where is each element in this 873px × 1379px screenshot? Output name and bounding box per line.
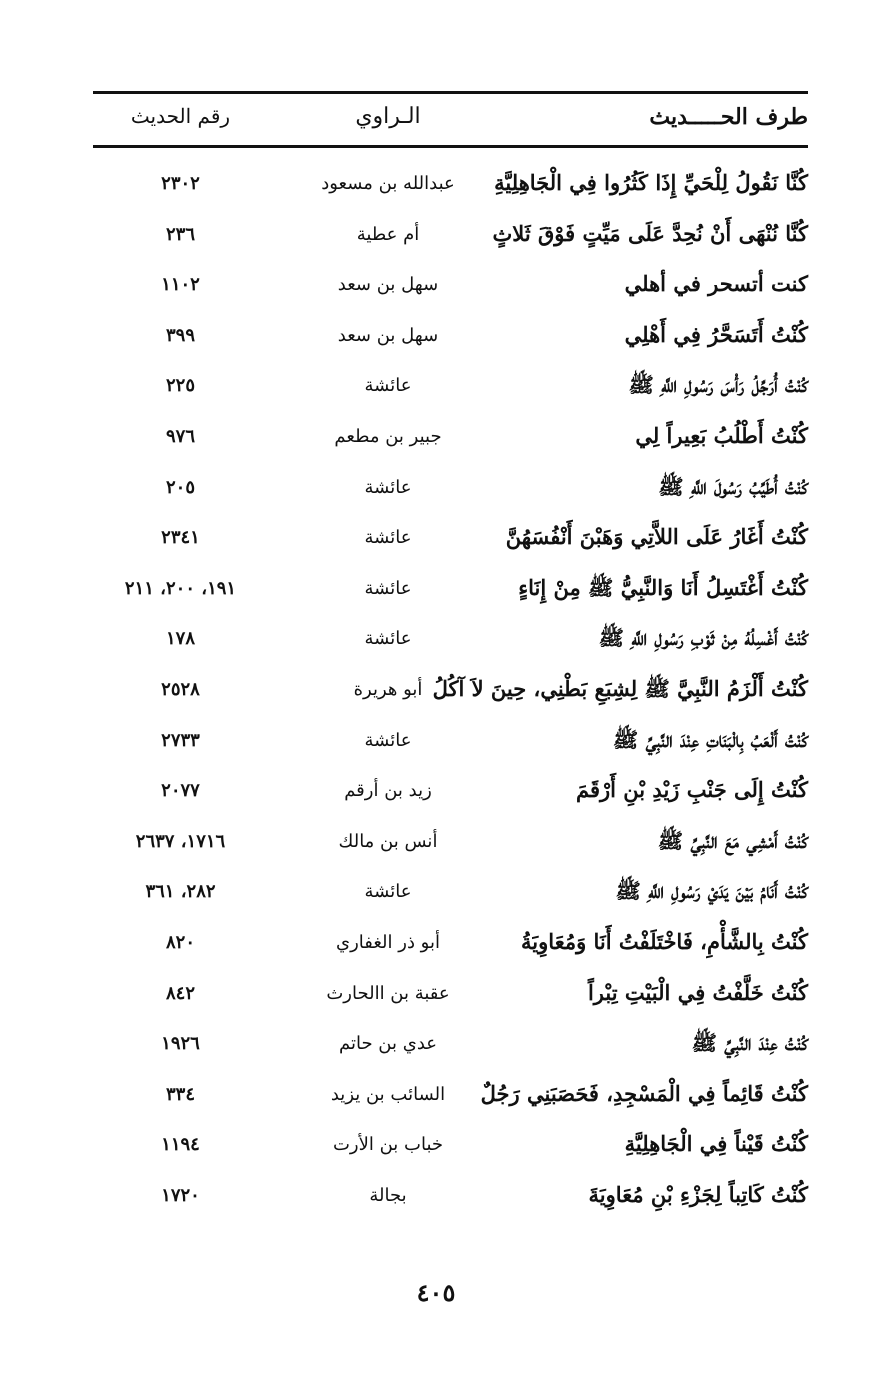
header-hadith-text: طرف الحـــــديث — [649, 104, 808, 130]
table-row — [93, 364, 808, 415]
hadith-text: كُنْتُ إِلَى جَنْبِ زَيْدِ بْنِ أَرْقَمَ — [575, 777, 808, 803]
narrator-name: جبير بن مطعم — [334, 425, 442, 447]
hadith-text: كُنْتُ أَلْزَمُ النَّبِيَّ ﷺ لِشِبَعِ بَطْنِي، حِينَ لاَ آكُلُ — [432, 675, 808, 701]
header-hadith-number: رقم الحديث — [130, 104, 231, 128]
hadith-text: كُنَّا نُنْهَى أَنْ نُحِدَّ عَلَى مَيِّتٍ فَوْقَ ثَلاثٍ — [492, 220, 808, 246]
hadith-text: كُنْتُ أَغْتَسِلُ أَنَا وَالنَّبِيُّ ﷺ مِنْ إِنَاءٍ — [518, 574, 808, 600]
narrator-name: السائب بن يزيد — [330, 1083, 446, 1105]
narrator-name: عائشة — [364, 527, 412, 549]
hadith-number: ٨٤٢ — [165, 982, 195, 1004]
hadith-number: ٣٣٤ — [165, 1083, 195, 1105]
header-narrator: الـراوي — [355, 104, 421, 129]
hadith-text: كُنْتُ أَلْعَبُ بِالْبَنَاتِ عِنْدَ النَّبِيِّ ﷺ — [612, 726, 808, 752]
table-row — [93, 516, 808, 567]
hadith-number: ٢٥٢٨ — [161, 678, 200, 700]
table-row — [93, 668, 808, 719]
table-row — [93, 567, 808, 618]
narrator-name: أبو ذر الغفاري — [335, 931, 440, 953]
table-header — [93, 100, 808, 144]
hadith-number: ٢٣٦ — [165, 223, 195, 245]
narrator-name: سهل بن سعد — [337, 324, 439, 346]
hadith-text: كُنْتُ أَغَارُ عَلَى اللاَّتِي وَهَبْنَ أَنْفُسَهُنَّ — [505, 524, 808, 550]
hadith-text: كنت أتسحر في أهلي — [624, 271, 808, 297]
hadith-number: ٨٢٠ — [165, 931, 195, 953]
hadith-number: ٣٩٩ — [165, 324, 195, 346]
hadith-number: ٢٠٧٧ — [161, 780, 200, 802]
hadith-number: ٢٢٥ — [165, 375, 195, 397]
narrator-name: عائشة — [364, 729, 412, 751]
table-row — [93, 466, 808, 517]
hadith-number: ٩٧٦ — [165, 425, 195, 447]
hadith-number: ٢٧٣٣ — [161, 729, 200, 751]
hadith-number: ١١٠٢ — [161, 274, 200, 296]
hadith-number: ٢٨٢، ٣٦١ — [145, 881, 216, 903]
table-row — [93, 769, 808, 820]
page-number: ٤٠٥ — [416, 1278, 456, 1307]
hadith-number: ١١٩٤ — [161, 1134, 200, 1156]
narrator-name: عقبة بن االحارث — [326, 982, 450, 1004]
narrator-name: عبدالله بن مسعود — [321, 173, 455, 194]
narrator-name: عدي بن حاتم — [338, 1033, 438, 1055]
top-rule — [93, 91, 808, 94]
narrator-name: خباب بن الأرت — [332, 1134, 444, 1156]
narrator-name: أبو هريرة — [353, 678, 423, 700]
hadith-number: ١٩٢٦ — [161, 1033, 200, 1055]
hadith-text: كُنْتُ كَاتِباً لِجَزْءِ بْنِ مُعَاوِيَةَ — [588, 1181, 808, 1207]
hadith-text: كُنْتُ أَغْسِلُهُ مِنْ ثَوْبِ رَسُولِ اللَّهِ ﷺ — [598, 625, 808, 651]
table-row — [93, 719, 808, 770]
hadith-text: كُنْتُ أَنَامُ بَيْنَ يَدَيْ رَسُولِ اللَّهِ ﷺ — [615, 878, 808, 904]
table-row — [93, 263, 808, 314]
table-row — [93, 972, 808, 1023]
narrator-name: عائشة — [364, 476, 412, 498]
header-rule — [93, 145, 808, 148]
hadith-text: كُنْتُ أَتَسَحَّرُ فِي أَهْلِي — [624, 321, 808, 347]
hadith-text: كُنْتُ أَمْشِي مَعَ النَّبِيِّ ﷺ — [657, 827, 808, 853]
table-row — [93, 870, 808, 921]
hadith-text: كُنْتُ أُطَيِّبُ رَسُولَ اللَّهِ ﷺ — [658, 473, 808, 499]
table-body — [93, 162, 808, 1224]
narrator-name: أنس بن مالك — [338, 830, 438, 852]
table-row — [93, 617, 808, 668]
table-row — [93, 213, 808, 264]
narrator-name: زيد بن أرقم — [344, 780, 432, 802]
hadith-text: كُنْتُ خَلَّفْتُ فِي الْبَيْتِ تِبْراً — [587, 979, 808, 1005]
narrator-name: بجالة — [369, 1184, 407, 1206]
table-row — [93, 415, 808, 466]
narrator-name: عائشة — [364, 881, 412, 903]
hadith-text: كُنْتُ قَائِماً فِي الْمَسْجِدِ، فَحَصَبَنِي رَجُلٌ — [480, 1080, 808, 1106]
hadith-number: ١٩١، ٢٠٠، ٢١١ — [124, 577, 237, 599]
table-row — [93, 1123, 808, 1174]
hadith-number: ١٧٢٠ — [161, 1184, 200, 1206]
hadith-number: ٢٠٥ — [165, 476, 195, 498]
table-row — [93, 314, 808, 365]
table-row — [93, 921, 808, 972]
hadith-number: ٢٣٠٢ — [161, 173, 200, 194]
hadith-text: كُنْتُ أُرَجِّلُ رَأْسَ رَسُولِ اللَّهِ ﷺ — [628, 372, 808, 398]
hadith-number: ٢٣٤١ — [161, 527, 200, 549]
hadith-text: كُنْتُ قَيْناً فِي الْجَاهِلِيَّةِ — [624, 1131, 808, 1157]
hadith-text: كُنْتُ عِنْدَ النَّبِيِّ ﷺ — [691, 1030, 808, 1056]
table-row — [93, 1022, 808, 1073]
narrator-name: عائشة — [364, 375, 412, 397]
hadith-text: كُنْتُ أَطْلُبُ بَعِيراً لِي — [635, 422, 808, 448]
narrator-name: سهل بن سعد — [337, 274, 439, 296]
hadith-text: كُنْتُ بِالشَّأْمِ، فَاخْتَلَفْتُ أَنَا وَمُعَاوِيَةُ — [521, 928, 808, 954]
narrator-name: عائشة — [364, 577, 412, 599]
table-row — [93, 820, 808, 871]
table-row — [93, 1174, 808, 1225]
hadith-number: ١٧١٦، ٢٦٣٧ — [135, 830, 226, 852]
narrator-name: عائشة — [364, 628, 412, 650]
hadith-text: كُنَّا نَقُولُ لِلْحَيِّ إِذَا كَثُرُوا فِي الْجَاهِلِيَّةِ — [494, 170, 808, 195]
table-row — [93, 162, 808, 213]
hadith-number: ١٧٨ — [165, 628, 195, 650]
narrator-name: أم عطية — [356, 223, 420, 245]
table-row — [93, 1073, 808, 1124]
